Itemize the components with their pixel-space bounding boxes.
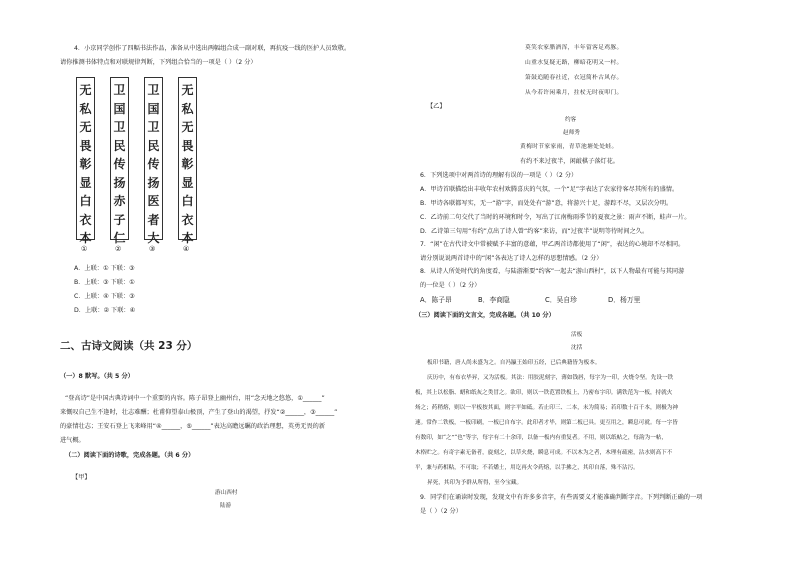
prose-line-7: 木格贮之。有奇字素无备者，旋刻之，以草火烧，瞬息可成。不以木为之者，木理有疏密，沾水则高下不 (415, 450, 673, 456)
sub-heading-prose: （三）阅读下面的文言文，完成各题。（共 10 分） (415, 312, 555, 319)
prose-line-8: 平，兼与药相粘，不可取；不若燔土，用讫再火令药熔，以手拂之，其印自落，殊不沾污。 (415, 465, 639, 471)
q8-option-c: C．吴自珍 (545, 296, 577, 304)
poem-yi-title: 约客 (565, 117, 577, 123)
poem1-line-3: 箫鼓追随春社近，衣冠简朴古风存。 (525, 75, 623, 81)
poem1-line-4: 从今若许闲乘月，拄杖无时夜叩门。 (525, 90, 623, 96)
dictation-line-4: 进气概。 (60, 437, 85, 444)
calligraphy-scroll-1: 无 私 无 畏 彰 显 白 衣 本 (76, 77, 95, 240)
q6-option-a: A．甲诗首联描绘出丰收年农村欢腾喜庆的气氛，一个“足”字表达了农家待客尽其所有的盛情。 (420, 186, 679, 193)
prose-line-2: 庆历中，有布衣毕昇，又为活板。其法：用胶泥刻字，薄如钱唇，每字为一印，火烧令坚。先设一铁 (427, 375, 674, 381)
q9-line-1: 9．同学们在诵读时发现，发现文中有许多多音字，有些需要义才能准确判断字音。下列判断正确的一项 (420, 494, 703, 501)
prose-line-1: 板印书籍，唐人尚未盛为之。自冯瀛王始印五经，已后典籍皆为板本。 (427, 360, 601, 366)
poem-jia-marker: 【甲】 (72, 474, 91, 481)
sub-heading-dictation: （一）8 默写。（共 5 分） (60, 373, 134, 380)
q4-option-c: C．上联：④ 下联：③ (74, 293, 135, 300)
q4-option-d: D．上联：② 下联：④ (74, 307, 136, 314)
scroll-label-4: ④ (183, 245, 190, 253)
q8-option-b: B．李商隐 (478, 296, 510, 304)
q9-line-2: 是（ ）（2 分） (420, 508, 462, 515)
q4-stem-line2: 请你推测书体特点和对联规律判断，下列组合恰当的一项是（ ）（2 分） (60, 59, 257, 66)
prose-title: 活板 (571, 332, 583, 338)
dictation-line-1: “登高诗”是中国古典诗词中一个重要的内容。陈子昂登上幽州台，用“念天地之悠悠，①______” (65, 395, 325, 402)
q8-option-a: A．陈子昂 (420, 296, 452, 304)
q8-option-d: D．杨万里 (608, 296, 641, 304)
prose-line-9: 昇死，其印为予群从所得，至今宝藏。 (427, 480, 523, 486)
q6-option-b: B．甲诗各联都写实，无一“游”字，而处处有“游”意，将游兴十足，游踪不尽，又层次分明。 (420, 200, 673, 207)
q4-stem-line1: 4．小京同学创作了四幅书法作品，准备从中选出两幅组合成一副对联，再抗疫一线的医护人员致敬。 (74, 45, 351, 52)
q7-line-1: 7．“闲”在古代诗文中常被赋予丰富的意蕴，甲乙两首诗都使用了“闲”，表达的心境却不尽相同。 (420, 241, 685, 248)
poem1-line-1: 莫笑农家腊酒浑，丰年留客足鸡豚。 (525, 45, 623, 51)
section-2-heading: 二、古诗文阅读（共 23 分） (60, 340, 198, 352)
scroll-label-3: ③ (149, 245, 156, 253)
q8-line-1: 8．从诗人所处时代的角度看，与陆游渐要“约客”一起去“游山西村”，以下人物最有可能与其同游 (420, 268, 685, 275)
q6-stem: 6．下列选项中对两首诗的理解有误的一项是（ ）（2 分） (420, 172, 578, 179)
calligraphy-scroll-4: 无 私 无 畏 彰 显 白 衣 本 (178, 77, 197, 240)
dictation-line-2: 来慨叹自己生不逢时，壮志难酬；杜甫仰望泰山极顶，产生了登山的渴望，抒发“②______，③______” (60, 409, 338, 416)
poem2-line-2: 有约不来过夜半，闲敲棋子落灯花。 (520, 158, 619, 165)
scroll-label-1: ① (81, 245, 88, 253)
prose-author: 沈括 (571, 345, 583, 351)
q7-line-2: 请分别说说两首诗中的“闲”各表达了诗人怎样的思想情感。（2 分） (420, 255, 603, 262)
calligraphy-scroll-2: 卫 国 卫 民 传 扬 赤 子 仁 (110, 77, 129, 240)
prose-line-5: 速。常作二铁板，一板印刷，一板已自布字。此印者才毕，则第二板已具。更互用之，瞬息可就。每一字皆 (415, 420, 678, 426)
prose-line-3: 板，其上以松脂、蜡和纸灰之类冒之。欲印，则以一铁范置铁板上，乃密布字印。满铁范为一板，持就火 (415, 390, 673, 396)
q4-option-a: A．上联：① 下联：③ (74, 265, 135, 272)
poem-jia-title: 游山西村 (215, 490, 238, 496)
poem1-line-2: 山重水复疑无路，柳暗花明又一村。 (525, 60, 623, 66)
q8-line-2: 的一位是（ ）（2 分） (420, 282, 481, 289)
dictation-line-3: 的豪情壮志；王安石登上飞来峰用“④______，⑤______”表达高瞻远瞩的政治理想，英勇无畏的新 (60, 423, 326, 430)
prose-line-4: 炀之；药稍熔，则以一平板按其面，则字平如砥。若止印三、二本，未为简易；若印数十百千本，则极为神 (415, 405, 678, 411)
poem-jia-author: 陆游 (220, 503, 232, 509)
q6-option-d: D．乙诗第三句用“有约”点出了诗人曾“约客”来访，而“过夜半”说明等待时间之久。 (420, 228, 649, 235)
q6-option-c: C．乙诗前二句交代了当时的环境和时令，写出了江南梅雨季节的夏夜之景：雨声不断，蛙声一片。 (420, 214, 691, 221)
poem-yi-author: 赵师秀 (563, 130, 580, 136)
sub-heading-poetry: （二）阅读下面的诗歌，完成各题。（共 6 分） (65, 452, 195, 459)
calligraphy-scroll-3: 卫 国 卫 民 传 扬 医 者 大 (144, 77, 163, 240)
poem-yi-marker: 【乙】 (427, 103, 446, 110)
prose-line-6: 有数印，如“之”“也”等字，每字有二十余印，以备一板内有重复者。不用，则以纸帖之，每韵为一帖， (415, 435, 667, 441)
poem2-line-1: 黄梅时节家家雨，青草池塘处处蛙。 (520, 144, 618, 150)
q4-option-b: B．上联：③ 下联：① (74, 279, 135, 286)
scroll-label-2: ② (115, 245, 122, 253)
